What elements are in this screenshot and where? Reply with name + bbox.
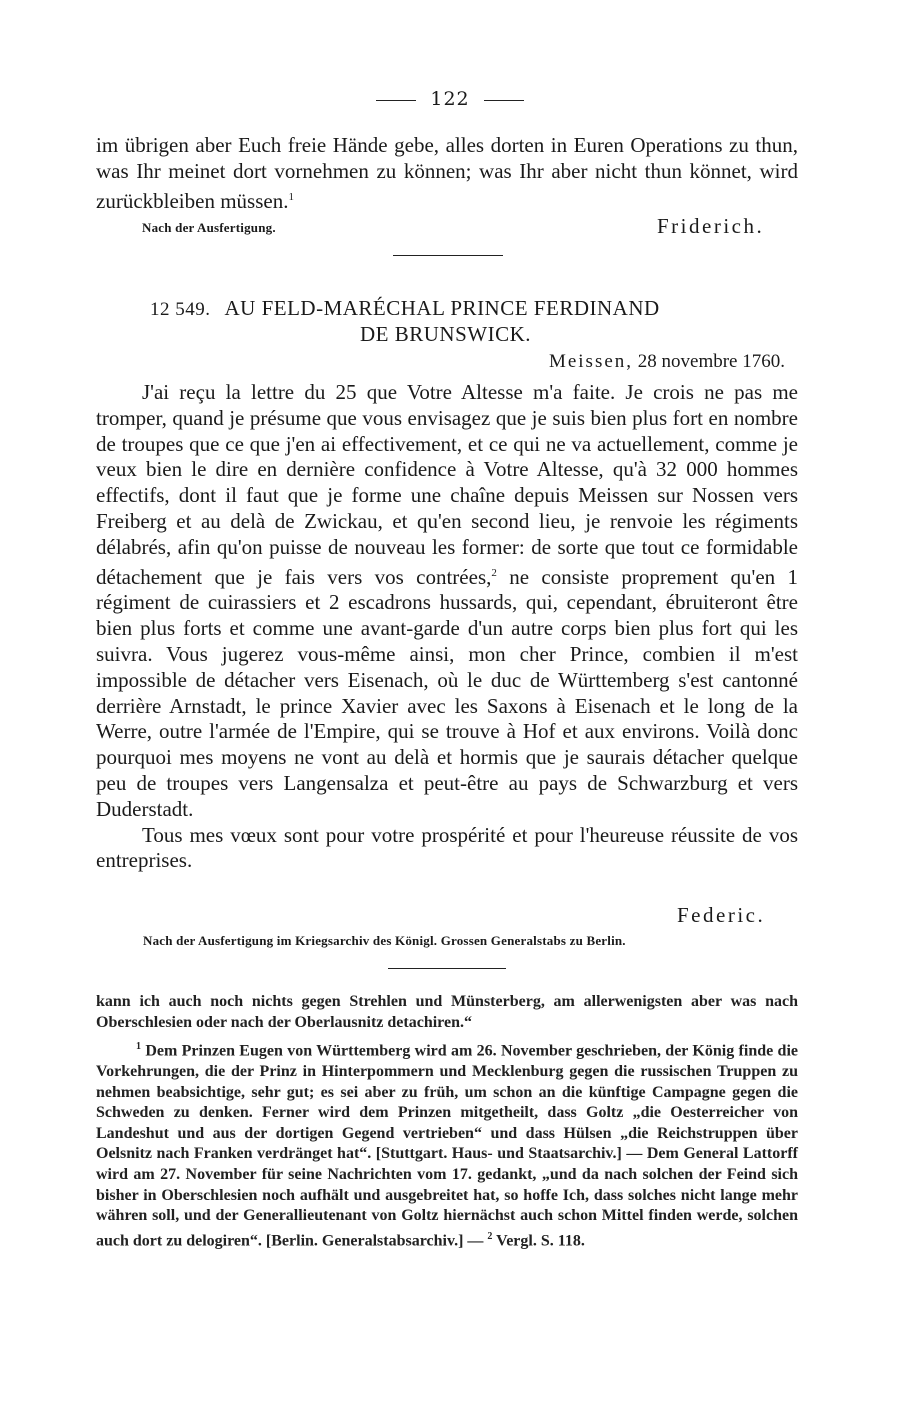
letter-title-line2: DE BRUNSWICK. [360,322,532,346]
letter-paragraph-1-text-a: J'ai reçu la lettre du 25 que Votre Altesse m'a faite. Je crois ne pas me tromper, quand je présume que vous envisagez que je suis bien plus fort en nombre de troupes que ce que j'en ai effectivement, et ce qui ne va actuellement, comme je veux bien le dire en dernière confidence à Votre Altesse, qu'à 32 000 hommes effectifs, dont il faut que je forme une chaîne depuis Meissen sur Nossen vers Freiberg et au delà de Zwickau, et qu'en second lieu, je renvoie les régiments délabrés, afin qu'on puisse de nouveau les former: de sorte que tout ce formidable détachement que je fais vers vos contrées, [96,380,798,589]
footnote-divider [388,968,506,969]
footnote-1-mark: 1 [136,1041,141,1053]
letter-number: 12 549. [150,299,211,320]
previous-letter-ending [96,133,798,214]
letter-place: Meissen, [548,351,634,372]
letter-signature: Federic. [677,903,766,927]
footnotes [96,992,798,1252]
page-number [0,88,900,110]
letter-body [96,380,798,874]
letter-source: Nach der Ausfertigung im Kriegsarchiv des Königl. Grossen Generalstabs zu Berlin. [143,933,626,948]
page-number-dash-right [484,100,524,101]
section-divider [393,255,503,256]
letter-heading [150,296,790,347]
page-number-dash-left [376,100,416,101]
letter-paragraph-2: Tous mes vœux sont pour votre prospérité et pour l'heureuse réussite de vos entreprises. [96,822,798,873]
footnote-2-mark: 2 [487,1230,493,1242]
previous-letter-text: im übrigen aber Euch freie Hände gebe, alles dorten in Euren Operations zu thun, was Ihr meinet dort vornehmen zu können; was Ihr aber nicht thun könnet, wird zurückbleiben müssen. [96,133,798,213]
letter-date: 28 novembre 1760. [637,351,785,372]
letter-title-line1: AU FELD-MARÉCHAL PRINCE FERDINAND [224,296,660,320]
footnote-ref-2: 2 [491,566,497,579]
letter-dateline [549,351,785,373]
letter-paragraph-1 [96,380,798,823]
previous-letter-source: Nach der Ausfertigung. [142,220,276,235]
footnote-continuation: kann ich auch noch nichts gegen Strehlen und Münsterberg, am allerwenigsten aber was nach Oberschlesien oder nach der Oberlausnitz detachiren.“ [96,993,798,1031]
page-number-text: 122 [430,88,470,110]
footnote-ref-1: 1 [288,190,294,203]
letter-paragraph-1-text-b: ne consiste proprement qu'en 1 régiment de cuirassiers et 2 escadrons hussards, qui, cependant, ébruiteront être bien plus forts et comme une avant-garde d'un autre corps bien plus fort qui les suivra. Vous jugerez vous-même ainsi, mon cher Prince, combien il m'est impossible de détacher vers Eisenach, où le duc de Württemberg s'est cantonné derrière Arnstadt, le prince Xavier avec les Saxons à Eisenach et le long de la Werre, outre l'armée de l'Empire, qui se trouve à Hof et aux environs. Voilà donc pourquoi mes moyens ne vont au delà et hormis que je saurais détacher quelque peu de troupes vers Langensalza et peut-être au pays de Schwarzburg et vers Duderstadt. [96,564,798,821]
footnote-2-text: Vergl. S. 118. [492,1232,585,1250]
previous-letter-signature: Friderich. [657,214,765,238]
footnote-1 [96,1037,798,1252]
footnote-1-text: Dem Prinzen Eugen von Württemberg wird am 26. November geschrieben, der König finde die Vorkehrungen, die der Prinz in Hinterpommern und Mecklenburg gegen die russischen Truppen zu nehmen beabsichtige, sehr gut; es sei aber zu früh, um schon an die künftige Campagne gegen die Schweden zu denken. Ferner wird dem Prinzen mitgetheilt, dass Goltz „die Oesterreicher von Landeshut und aus der dortigen Gegend vertrieben“ und dass Hülsen „die Reichstruppen über Oelsnitz nach Franken verdränget hat“. [Stuttgart. Haus- und Staatsarchiv.] — Dem General Lattorff wird am 27. November für seine Nachrichten vom 17. gedankt, „und da nach solchen der Feind sich bisher in Oberschlesien noch aufhält und ausgebreitet hat, so hoffe Ich, dass solches nicht lange mehr währen soll, und der Generallieutenant von Goltz hiernächst auch schon Mittel finden werde, solchen auch dort zu delogiren“. [Berlin. Generalstabsarchiv.] — [96,1042,798,1250]
